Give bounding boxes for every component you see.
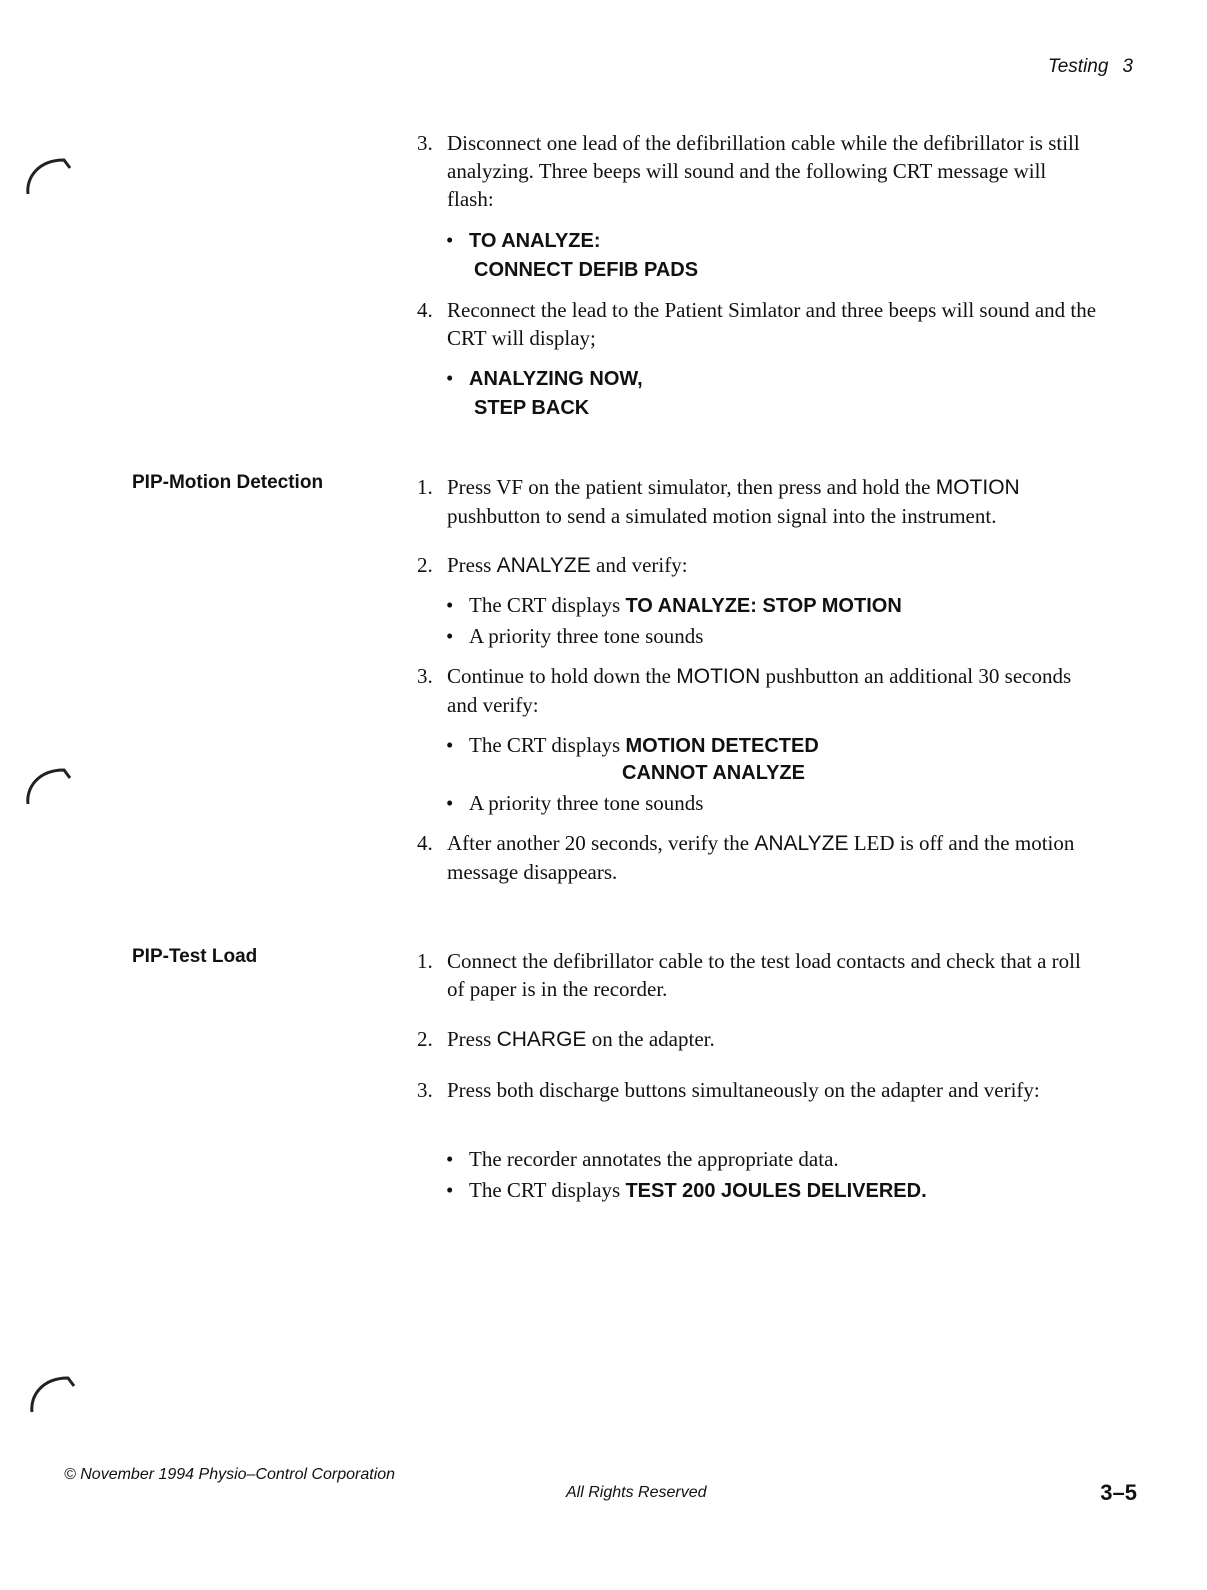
motion-step-2: 2. Press ANALYZE and verify:	[417, 553, 688, 577]
motion-step-2-bullet-2: • A priority three tone sounds	[446, 624, 704, 648]
binder-hole-mark	[24, 150, 74, 200]
bullet-analyzing-now: • ANALYZING NOW, STEP BACK	[446, 366, 643, 419]
motion-step-1: 1. Press VF on the patient simulator, then press and hold the MOTION pushbutton to send a simulated motion signal into the instrument.	[417, 475, 1020, 528]
bullet-connect-defib: • TO ANALYZE: CONNECT DEFIB PADS	[446, 228, 699, 281]
section-label-motion: PIP-Motion Detection	[132, 472, 324, 493]
motion-step-4: 4. After another 20 seconds, verify the ANALYZE LED is off and the motion message disappears.	[417, 831, 1075, 884]
step-4-reconnect: 4. Reconnect the lead to the Patient Simlator and three beeps will sound and the CRT will display;	[417, 298, 1097, 350]
testload-step-1: 1. Connect the defibrillator cable to the test load contacts and check that a roll of paper is in the recorder.	[417, 949, 1081, 1001]
page-number: 3–5	[1100, 1480, 1137, 1505]
binder-hole-mark	[24, 760, 74, 810]
header-chapter: 3	[1122, 56, 1133, 77]
footer-copyright: © November 1994 Physio–Control Corporation	[64, 1466, 396, 1483]
motion-step-3-bullet-1-line-2: CANNOT ANALYZE	[622, 762, 805, 784]
page-header	[1048, 56, 1133, 78]
step-3-disconnect: 3. Disconnect one lead of the defibrillation cable while the defibrillator is still analyzing. Three beeps will sound and the following CRT message will flash:	[417, 131, 1080, 211]
header-section: Testing	[1047, 56, 1109, 77]
motion-step-3: 3. Continue to hold down the MOTION pushbutton an additional 30 seconds and verify:	[417, 664, 1072, 717]
motion-step-3-bullet-1: • The CRT displays MOTION DETECTED	[446, 733, 819, 757]
section-label-test-load: PIP-Test Load	[132, 946, 258, 967]
testload-bullet-1: • The recorder annotates the appropriate data.	[446, 1147, 839, 1171]
testload-step-3: 3. Press both discharge buttons simultaneously on the adapter and verify:	[417, 1078, 1040, 1102]
binder-hole-mark	[28, 1368, 78, 1418]
footer-rights: All Rights Reserved	[566, 1484, 707, 1501]
testload-bullet-2: • The CRT displays TEST 200 JOULES DELIVERED.	[446, 1178, 927, 1202]
motion-step-2-bullet-1: • The CRT displays TO ANALYZE: STOP MOTION	[446, 593, 902, 617]
testload-step-2: 2. Press CHARGE on the adapter.	[417, 1027, 715, 1051]
motion-step-3-bullet-2: • A priority three tone sounds	[446, 791, 704, 815]
